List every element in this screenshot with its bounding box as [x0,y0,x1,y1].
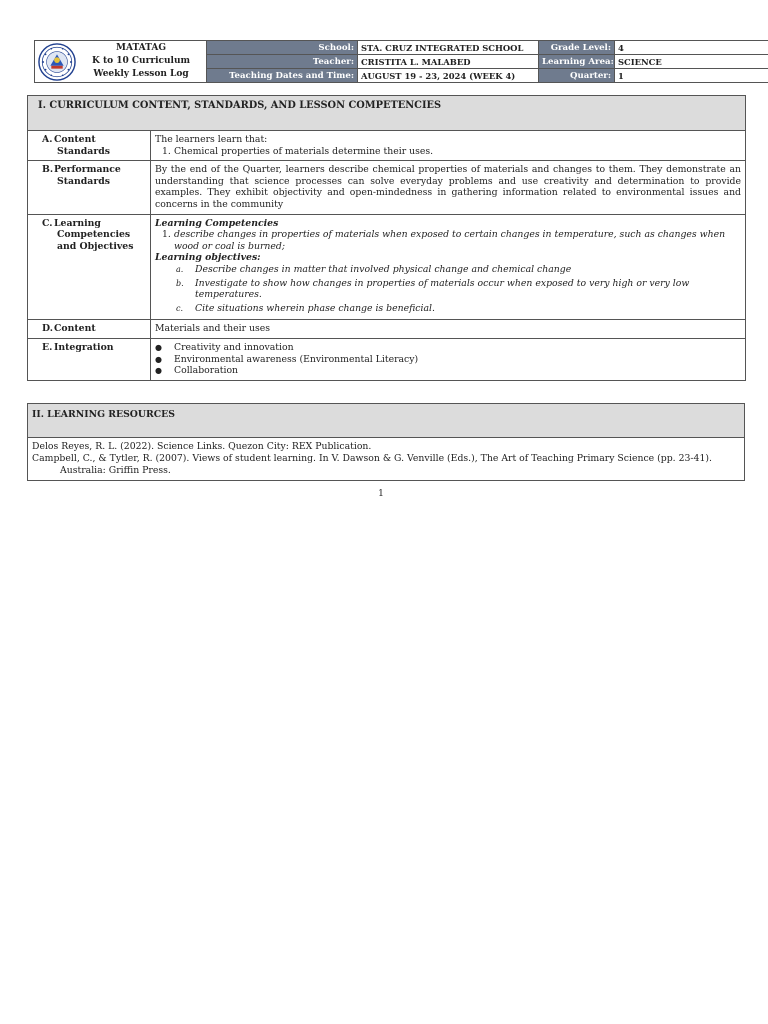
performance-standards-text: By the end of the Quarter, learners describe chemical properties of materials and changes to them. They demonstrate an understanding that science processes can solve everyday problems and use creativity and determination to provide examples. They exhibit objectivity and open-mindedness in gathering information related to environmental issues and concerns in the community [151,161,746,214]
title-line-1: MATATAG [115,43,167,53]
reference-item: Campbell, C., & Tytler, R. (2007). Views of student learning. In V. Dawson & G. Venville (Eds.), The Art of Teaching Primary Science (pp. 23-41). Australia: Griffin Press. [32,453,712,476]
learning-area-value: SCIENCE [615,55,768,69]
teaching-dates-label: Teaching Dates and Time: [207,69,358,83]
deped-seal-icon [38,43,76,81]
grade-level-value: 4 [615,41,768,55]
header-title [76,42,206,81]
list-item: ● Creativity and innovation [174,342,741,354]
item-number: 1. [162,145,171,157]
header-table [34,40,768,83]
integration-cell [151,338,746,380]
row-letter: B. [42,164,54,176]
list-item [162,229,741,252]
section-2-heading: II. LEARNING RESOURCES [28,404,745,438]
learning-area-label: Learning Area: [539,55,615,69]
item-text: Investigate to show how changes in properties of materials occur when exposed to very high or very low temperatures. [195,277,690,301]
objectives-list [155,264,741,314]
row-label-line: Performance [54,164,121,176]
row-label-line: and Objectives [57,240,134,252]
content-standards-cell [151,131,746,161]
row-letter: A. [42,134,53,145]
competencies-list [155,229,741,252]
row-label-line: Integration [54,341,114,353]
quarter-label: Quarter: [539,69,615,83]
grade-level-label: Grade Level: [539,41,615,55]
learning-resources-section [27,403,745,481]
row-label-line: Competencies [57,229,131,241]
row-label-line: Learning [54,217,101,229]
references-cell [28,438,745,481]
row-letter: D. [42,323,53,335]
integration-row [28,338,746,380]
content-standards-intro: The learners learn that: [155,134,268,145]
objectives-heading: Learning objectives: [155,252,261,264]
integration-label [28,338,151,380]
content-standards-label [28,131,151,161]
school-label: School: [207,41,358,55]
row-label-line: Content [54,323,96,335]
list-item: ● Environmental awareness (Environmental Literacy) [174,354,741,366]
reference-item: Delos Reyes, R. L. (2022). Science Links. Quezon City: REX Publication. [32,441,372,452]
performance-standards-label [28,161,151,214]
list-item [176,263,741,276]
item-letter: a. [176,264,184,274]
title-line-3: Weekly Lesson Log [93,69,189,79]
content-label [28,320,151,339]
list-item [176,277,741,301]
teacher-value: CRISTITA L. MALABED [358,55,539,69]
curriculum-section [27,95,746,381]
list-item: ● Collaboration [174,365,741,377]
content-standards-list [155,146,741,158]
item-letter: b. [176,278,184,288]
learning-competencies-label [28,214,151,320]
learning-competencies-cell [151,214,746,320]
teacher-label: Teacher: [207,55,358,69]
header-title-cell [35,41,207,83]
item-letter: c. [176,303,184,313]
page-number: 1 [378,489,384,499]
teaching-dates-value: AUGUST 19 - 23, 2024 (WEEK 4) [358,69,539,83]
item-text: Describe changes in matter that involved physical change and chemical change [195,263,572,275]
competencies-heading: Learning Competencies [155,217,279,229]
integration-list [155,342,741,377]
section-1-heading: I. CURRICULUM CONTENT, STANDARDS, AND LESSON COMPETENCIES [28,96,746,131]
performance-standards-row [28,161,746,214]
row-label-line: Standards [57,175,110,187]
list-item [162,145,741,158]
content-text: Materials and their uses [151,320,746,339]
list-item [176,302,741,315]
content-standards-row [28,131,746,161]
row-letter: E. [42,341,53,353]
row-label-line: Content [54,134,96,145]
title-line-2: K to 10 Curriculum [91,56,191,66]
quarter-value: 1 [615,69,768,83]
row-letter: C. [42,217,53,229]
content-row [28,320,746,339]
item-text: Chemical properties of materials determine their uses. [174,145,434,157]
item-text: describe changes in properties of materials when exposed to certain changes in temperature, such as changes when wood or coal is burned; [174,229,726,252]
item-number: 1. [162,229,171,241]
item-text: Cite situations wherein phase change is beneficial. [195,302,435,314]
school-value: STA. CRUZ INTEGRATED SCHOOL [358,41,539,55]
learning-competencies-row [28,214,746,320]
row-label-line: Standards [57,145,110,157]
